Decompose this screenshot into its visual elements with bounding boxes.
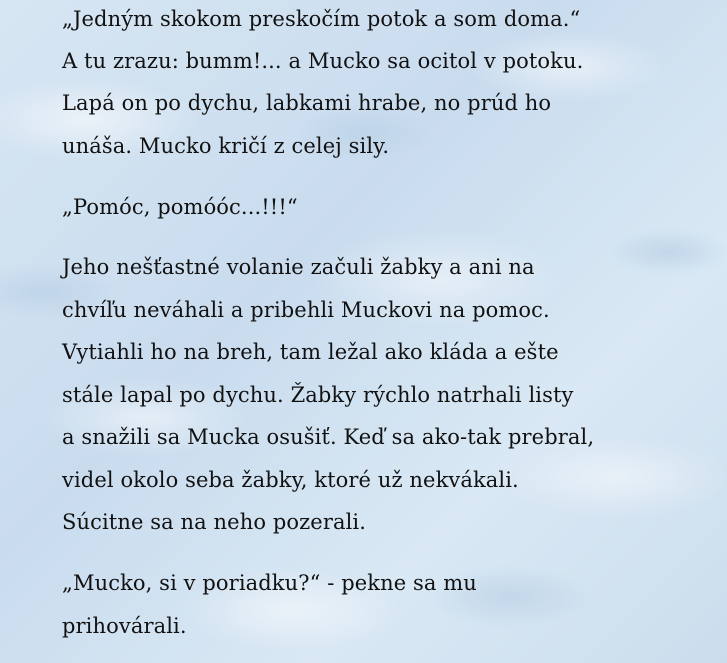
text-line: Vytiahli ho na breh, tam ležal ako kláda a ešte — [62, 340, 559, 364]
text-line: „Pomóc, pomóóc...!!!“ — [62, 195, 298, 219]
text-line: chvíľu neváhali a pribehli Muckovi na pomoc. — [62, 298, 550, 322]
text-line: videl okolo seba žabky, ktoré už nekvákali. — [62, 468, 519, 492]
text-line: Súcitne sa na neho pozerali. — [62, 510, 366, 534]
text-line: a snažili sa Mucka osušiť. Keď sa ako-tak prebral, — [62, 425, 595, 449]
text-line: unáša. Mucko kričí z celej sily. — [62, 134, 390, 158]
text-line: „Jedným skokom preskočím potok a som doma.“ — [62, 7, 581, 31]
text-line: stále lapal po dychu. Žabky rýchlo natrhali listy — [62, 383, 574, 407]
text-line: Lapá on po dychu, labkami hrabe, no prúd ho — [62, 91, 552, 115]
text-line: Jeho nešťastné volanie začuli žabky a ani na — [62, 255, 535, 279]
text-line: „Mucko, si v poriadku?“ - pekne sa mu — [62, 571, 477, 595]
text-line: prihovárali. — [62, 614, 187, 638]
text-line: A tu zrazu: bumm!... a Mucko sa ocitol v potoku. — [62, 49, 584, 73]
